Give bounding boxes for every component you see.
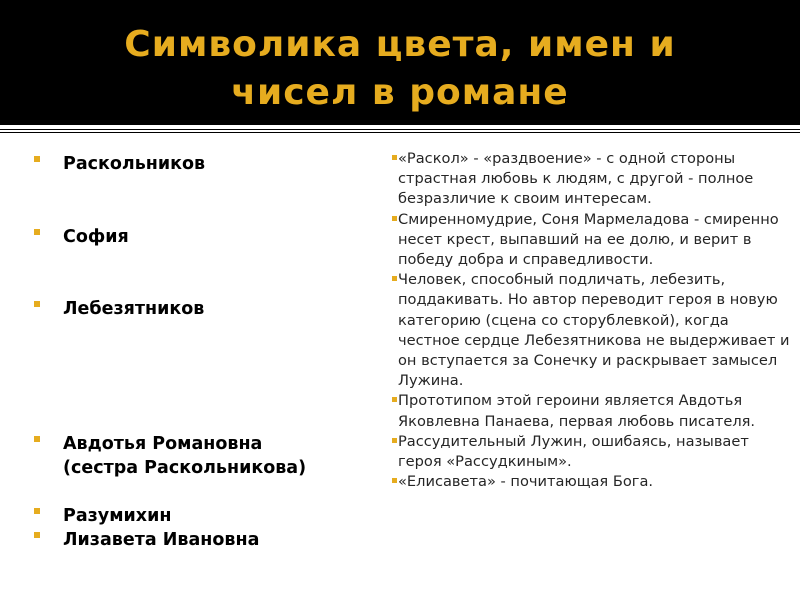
bullet-icon [392, 216, 397, 221]
slide-title-line-1: Символика цвета, имен и [124, 24, 676, 65]
bullet-icon [34, 156, 40, 162]
list-item [392, 210, 792, 271]
character-name-note: (сестра Раскольникова) [63, 458, 307, 478]
character-name: Авдотья Романовна [63, 434, 263, 454]
character-name: Лизавета Ивановна [63, 530, 260, 550]
character-name: Разумихин [63, 506, 172, 526]
title-bar [0, 0, 800, 125]
character-name: София [63, 227, 129, 247]
meaning-text: Рассудительный Лужин, ошибаясь, называет героя «Рассудкиным». [398, 432, 749, 471]
list-item [392, 432, 792, 472]
list-item [392, 391, 792, 431]
bullet-icon [34, 301, 40, 307]
meaning-text: Смиренномудрие, Соня Мармеладова - смиренно несет крест, выпавший на ее долю, и верит в победу добра и справедливости. [398, 210, 779, 269]
bullet-icon [34, 508, 40, 514]
list-item-raskolnikov [34, 152, 205, 176]
list-item [392, 472, 792, 492]
bullet-icon [392, 397, 397, 402]
divider-line [0, 132, 800, 133]
character-name: Лебезятников [63, 299, 205, 319]
meaning-text: Прототипом этой героини является Авдотья Яковлевна Панаева, первая любовь писателя. [398, 392, 756, 430]
list-item-razumikhin [34, 504, 171, 528]
meaning-text: «Елисавета» - почитающая Бога. [398, 473, 654, 491]
bullet-icon [392, 438, 397, 443]
bullet-icon [392, 155, 397, 160]
divider-line [0, 129, 800, 130]
list-item-lebezyatnikov [34, 297, 204, 321]
bullet-icon [392, 276, 397, 281]
bullet-icon [34, 229, 40, 235]
character-name: Раскольников [63, 154, 206, 174]
list-item-sofia [34, 225, 129, 249]
name-meanings-list [392, 149, 792, 492]
list-item-avdotya [34, 432, 306, 480]
list-item [392, 270, 792, 391]
bullet-icon [34, 436, 40, 442]
bullet-icon [392, 478, 397, 483]
slide-title-line-2: чисел в романе [231, 72, 569, 113]
bullet-icon [34, 532, 40, 538]
meaning-text: Человек, способный подличать, лебезить, поддакивать. Но автор переводит героя в новую категорию (сцена со сторублевкой), когда честное сердце Лебезятникова не выдерживает и он вступается за Сонечку и раскрывает замысел Лужина. [398, 271, 790, 390]
meaning-text: «Раскол» - «раздвоение» - с одной стороны страстная любовь к людям, с другой - полное безразличие к своим интересам. [398, 150, 754, 208]
slide-title [0, 21, 800, 117]
list-item-lizaveta [34, 528, 259, 552]
list-item [392, 149, 792, 210]
